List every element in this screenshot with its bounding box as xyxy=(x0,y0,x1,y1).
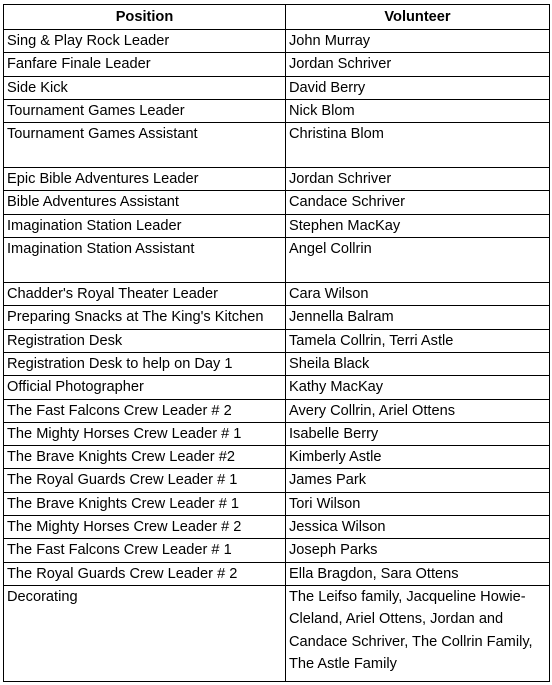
position-cell: Imagination Station Assistant xyxy=(4,238,286,283)
table-row xyxy=(4,516,550,539)
table-row xyxy=(4,283,550,306)
position-cell: Official Photographer xyxy=(4,376,286,399)
volunteer-cell: Kathy MacKay xyxy=(286,376,550,399)
volunteer-cell: Stephen MacKay xyxy=(286,214,550,237)
volunteer-cell: Jennella Balram xyxy=(286,306,550,329)
position-cell: The Fast Falcons Crew Leader # 1 xyxy=(4,539,286,562)
position-cell: Imagination Station Leader xyxy=(4,214,286,237)
volunteer-header: Volunteer xyxy=(286,5,550,30)
table-row xyxy=(4,168,550,191)
table-row xyxy=(4,492,550,515)
position-cell: The Fast Falcons Crew Leader # 2 xyxy=(4,399,286,422)
position-header: Position xyxy=(4,5,286,30)
header-row xyxy=(4,5,550,30)
position-cell: The Royal Guards Crew Leader # 1 xyxy=(4,469,286,492)
position-cell: Registration Desk xyxy=(4,329,286,352)
volunteer-cell: Tori Wilson xyxy=(286,492,550,515)
position-cell: Preparing Snacks at The King's Kitchen xyxy=(4,306,286,329)
volunteer-cell: Jordan Schriver xyxy=(286,168,550,191)
table-row xyxy=(4,376,550,399)
table-row xyxy=(4,329,550,352)
volunteer-cell: Christina Blom xyxy=(286,123,550,168)
volunteer-cell: James Park xyxy=(286,469,550,492)
table-row xyxy=(4,469,550,492)
position-cell: The Mighty Horses Crew Leader # 1 xyxy=(4,422,286,445)
table-row xyxy=(4,214,550,237)
volunteer-cell: Candace Schriver xyxy=(286,191,550,214)
volunteer-cell: Jordan Schriver xyxy=(286,53,550,76)
volunteer-cell: Jessica Wilson xyxy=(286,516,550,539)
position-cell: Tournament Games Leader xyxy=(4,99,286,122)
position-cell: Epic Bible Adventures Leader xyxy=(4,168,286,191)
volunteer-cell: John Murray xyxy=(286,30,550,53)
table-row xyxy=(4,99,550,122)
volunteer-cell: Tamela Collrin, Terri Astle xyxy=(286,329,550,352)
volunteer-cell: Kimberly Astle xyxy=(286,446,550,469)
position-cell: The Brave Knights Crew Leader # 1 xyxy=(4,492,286,515)
volunteer-table xyxy=(3,4,550,682)
volunteer-cell: Ella Bragdon, Sara Ottens xyxy=(286,562,550,585)
position-cell: Chadder's Royal Theater Leader xyxy=(4,283,286,306)
volunteer-cell: Isabelle Berry xyxy=(286,422,550,445)
position-cell: Sing & Play Rock Leader xyxy=(4,30,286,53)
position-cell: Tournament Games Assistant xyxy=(4,123,286,168)
volunteer-cell: The Leifso family, Jacqueline Howie-Cleland, Ariel Ottens, Jordan and Candace Schriver, The Collrin Family, The Astle Family xyxy=(286,585,550,681)
volunteer-cell: Angel Collrin xyxy=(286,238,550,283)
position-cell: Fanfare Finale Leader xyxy=(4,53,286,76)
volunteer-cell: Joseph Parks xyxy=(286,539,550,562)
position-cell: Side Kick xyxy=(4,76,286,99)
volunteer-cell: Cara Wilson xyxy=(286,283,550,306)
volunteer-cell: David Berry xyxy=(286,76,550,99)
table-row xyxy=(4,306,550,329)
table-row xyxy=(4,352,550,375)
table-row xyxy=(4,191,550,214)
table-row xyxy=(4,585,550,681)
position-cell: Decorating xyxy=(4,585,286,681)
position-cell: The Royal Guards Crew Leader # 2 xyxy=(4,562,286,585)
volunteer-cell: Avery Collrin, Ariel Ottens xyxy=(286,399,550,422)
table-row xyxy=(4,422,550,445)
position-cell: The Brave Knights Crew Leader #2 xyxy=(4,446,286,469)
table-row xyxy=(4,123,550,168)
table-row xyxy=(4,76,550,99)
position-cell: Bible Adventures Assistant xyxy=(4,191,286,214)
table-row xyxy=(4,539,550,562)
table-row xyxy=(4,53,550,76)
position-cell: Registration Desk to help on Day 1 xyxy=(4,352,286,375)
table-row xyxy=(4,399,550,422)
volunteer-cell: Sheila Black xyxy=(286,352,550,375)
table-row xyxy=(4,238,550,283)
table-row xyxy=(4,30,550,53)
position-cell: The Mighty Horses Crew Leader # 2 xyxy=(4,516,286,539)
volunteer-cell: Nick Blom xyxy=(286,99,550,122)
table-row xyxy=(4,446,550,469)
table-row xyxy=(4,562,550,585)
